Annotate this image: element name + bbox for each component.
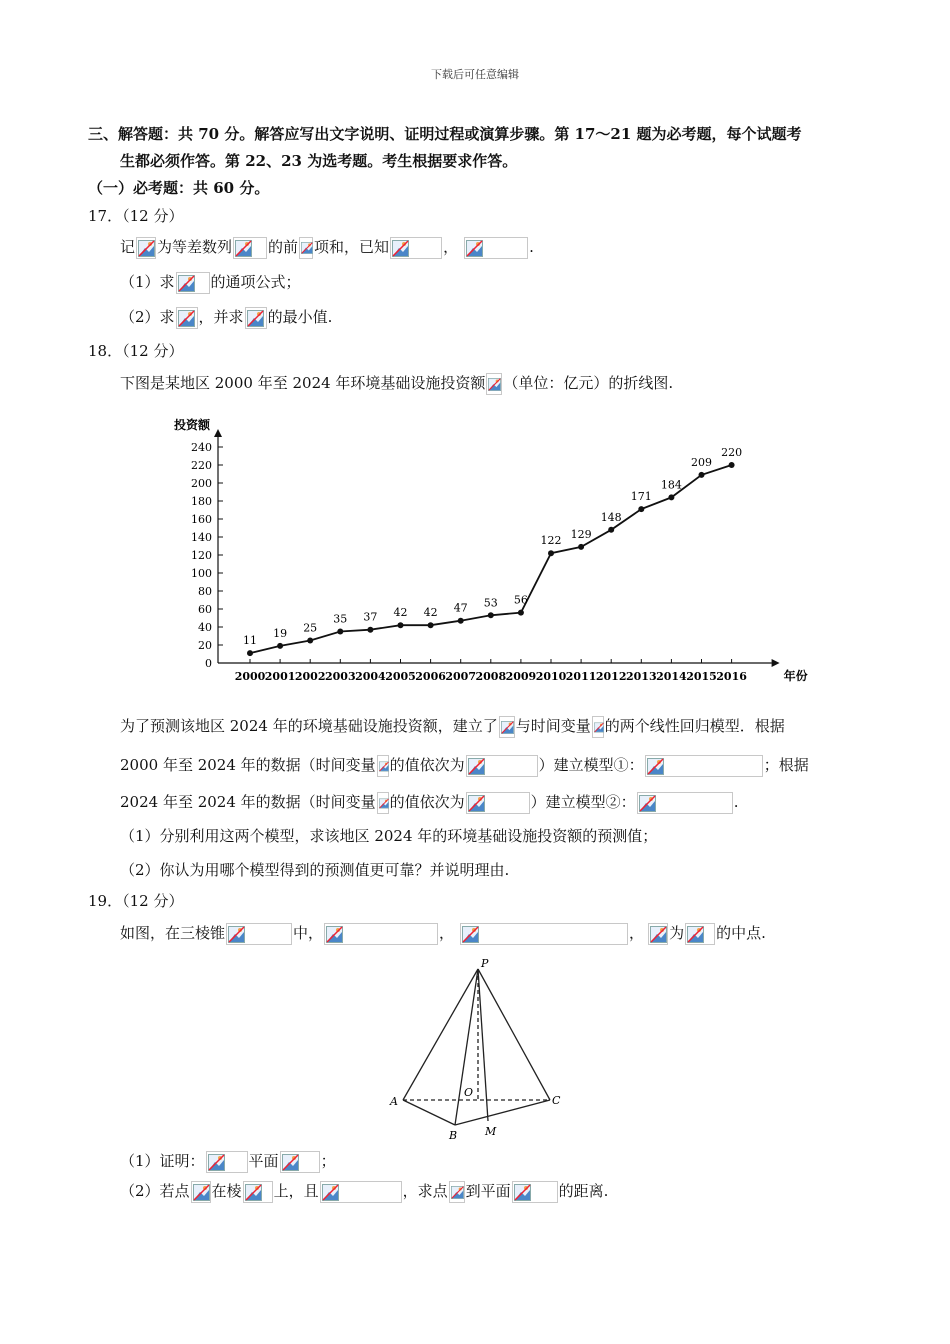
formula-image	[464, 237, 528, 259]
section-subtitle: （一）必考题：共 60 分。	[88, 179, 270, 197]
data-point	[307, 638, 313, 644]
x-axis-label: 年份	[783, 669, 808, 683]
x-tick-label: 2016	[716, 670, 747, 683]
y-tick-label: 100	[191, 567, 212, 580]
q19-text: 的中点.	[716, 924, 766, 942]
y-tick-label: 180	[191, 495, 212, 508]
y-axis-arrow	[214, 429, 222, 437]
x-tick-label: 2013	[625, 670, 657, 683]
data-label: 171	[630, 490, 652, 504]
broken-image-icon	[178, 275, 195, 292]
formula-image	[233, 237, 267, 259]
x-tick-label: 2001	[264, 670, 296, 683]
data-label: 56	[513, 593, 528, 607]
data-point	[367, 627, 373, 633]
pyramid-figure	[385, 955, 565, 1145]
x-tick-label: 2006	[415, 670, 446, 683]
q18-line1	[120, 715, 785, 738]
data-point	[337, 629, 343, 635]
data-label: 25	[303, 621, 318, 635]
y-tick-label: 0	[205, 657, 212, 670]
formula-image	[685, 923, 715, 945]
x-tick-label: 2015	[686, 670, 717, 683]
q17-text: ，	[443, 238, 459, 256]
broken-image-icon	[301, 242, 313, 254]
q19-text: 如图，在三棱锥	[120, 924, 226, 942]
formula-image	[390, 237, 442, 259]
formula-image	[512, 1181, 558, 1203]
q17-part2	[120, 306, 332, 329]
edge-PB	[455, 969, 478, 1125]
formula-image	[377, 792, 389, 814]
q17-text: 的最小值.	[267, 308, 333, 326]
x-tick-label: 2014	[656, 670, 687, 683]
formula-image	[191, 1181, 211, 1203]
formula-image	[460, 923, 628, 945]
broken-image-icon	[466, 240, 483, 257]
formula-image	[226, 923, 292, 945]
y-tick-label: 80	[198, 585, 212, 598]
q19-text: 中，	[293, 924, 324, 942]
q18-text: 的值依次为	[389, 756, 465, 774]
edge-BC	[455, 1100, 550, 1125]
broken-image-icon	[247, 310, 264, 327]
x-tick-label: 2000	[234, 670, 266, 683]
q18-text: 下图是某地区 2000 年至 2024 年环境基础设施投资额	[120, 374, 486, 392]
data-label: 42	[423, 606, 438, 620]
label-A: A	[390, 1095, 398, 1108]
formula-image	[324, 923, 438, 945]
broken-image-icon	[138, 240, 155, 257]
edge-PA	[403, 969, 478, 1100]
q18-part2: （2）你认为用哪个模型得到的预测值更可靠？并说明理由.	[120, 861, 510, 879]
label-M: M	[485, 1125, 497, 1138]
section-title-line1: 三、解答题：共 70 分。解答应写出文字说明、证明过程或演算步骤。第 17～21 题为必考题，每个试题考	[88, 125, 802, 143]
formula-image	[466, 792, 530, 814]
q17-text: （2）求	[120, 308, 175, 326]
x-tick-label: 2004	[355, 670, 386, 683]
broken-image-icon	[178, 310, 195, 327]
data-point	[608, 527, 614, 533]
formula-image	[243, 1181, 273, 1203]
y-tick-label: 200	[191, 477, 212, 490]
q19-number: 19．（12 分）	[88, 892, 184, 910]
q19-text: ，求点	[402, 1182, 448, 1200]
data-point	[578, 544, 584, 550]
q17-text: 的通项公式；	[210, 273, 301, 291]
broken-image-icon	[245, 1184, 262, 1201]
edge-PC	[478, 969, 550, 1100]
formula-image	[245, 307, 267, 329]
broken-image-icon	[462, 926, 479, 943]
data-point	[518, 610, 524, 616]
q19-text: 到平面	[465, 1182, 511, 1200]
data-label: 47	[453, 601, 468, 615]
q19-part1	[120, 1150, 336, 1173]
broken-image-icon	[501, 721, 514, 734]
q18-text: ）建立模型①：	[538, 756, 644, 774]
data-label: 184	[660, 478, 682, 492]
y-tick-label: 140	[191, 531, 212, 544]
broken-image-icon	[514, 1184, 531, 1201]
formula-image	[377, 755, 389, 777]
y-tick-label: 160	[191, 513, 212, 526]
q19-text: ，	[439, 924, 455, 942]
q17-number: 17．（12 分）	[88, 207, 184, 225]
broken-image-icon	[468, 795, 485, 812]
investment-line-chart	[168, 405, 808, 690]
q17-text: （1）求	[120, 273, 175, 291]
pyramid-svg	[385, 955, 565, 1145]
series-line	[250, 465, 732, 653]
data-label: 122	[540, 534, 562, 548]
q18-line3	[120, 791, 738, 814]
data-label: 35	[333, 612, 348, 626]
q19-part2	[120, 1180, 608, 1203]
data-point	[668, 494, 674, 500]
q18-text: 为了预测该地区 2024 年的环境基础设施投资额，建立了	[120, 717, 498, 735]
broken-image-icon	[193, 1184, 210, 1201]
q19-text: ；	[320, 1152, 336, 1170]
q19-text: （1）证明：	[120, 1152, 205, 1170]
y-tick-label: 240	[191, 441, 212, 454]
data-label: 209	[691, 455, 712, 469]
q18-text: 的两个线性回归模型．根据	[604, 717, 785, 735]
data-label: 129	[570, 527, 592, 541]
x-tick-label: 2005	[385, 670, 416, 683]
formula-image	[280, 1151, 320, 1173]
broken-image-icon	[379, 760, 389, 773]
q19-text: 平面	[248, 1152, 279, 1170]
x-tick-label: 2007	[445, 670, 477, 683]
q18-intro	[120, 372, 673, 395]
label-P: P	[481, 957, 489, 970]
broken-image-icon	[208, 1154, 225, 1171]
x-tick-label: 2002	[294, 670, 326, 683]
y-tick-label: 120	[191, 549, 212, 562]
x-tick-label: 2011	[565, 670, 597, 683]
data-label: 148	[600, 510, 622, 524]
q19-text: 为	[669, 924, 685, 942]
x-tick-label: 2009	[505, 670, 537, 683]
label-O: O	[464, 1086, 474, 1099]
q18-text: .	[733, 793, 739, 811]
q19-text: （2）若点	[120, 1182, 190, 1200]
data-label: 19	[273, 626, 288, 640]
formula-image	[499, 716, 515, 738]
data-point	[548, 550, 554, 556]
q18-number: 18．（12 分）	[88, 342, 184, 360]
q18-text: （单位：亿元）的折线图.	[503, 374, 674, 392]
broken-image-icon	[326, 926, 343, 943]
data-point	[428, 622, 434, 628]
q17-text: 的前	[268, 238, 299, 256]
q19-stem	[120, 922, 766, 945]
broken-image-icon	[594, 721, 604, 734]
q18-text: ；根据	[763, 756, 809, 774]
edge-AB	[403, 1100, 455, 1125]
broken-image-icon	[379, 797, 389, 810]
data-point	[488, 612, 494, 618]
q18-line2	[120, 754, 809, 777]
label-B: B	[449, 1129, 458, 1142]
formula-image	[486, 373, 502, 395]
q18-text: 2000 年至 2024 年的数据（时间变量	[120, 756, 376, 774]
formula-image	[449, 1181, 465, 1203]
q19-text: 的距离.	[558, 1182, 609, 1200]
data-point	[458, 618, 464, 624]
broken-image-icon	[228, 926, 245, 943]
y-axis-label: 投资额	[174, 418, 211, 432]
x-tick-label: 2008	[475, 670, 507, 683]
x-tick-label: 2012	[595, 670, 627, 683]
q19-text: 在棱	[211, 1182, 242, 1200]
broken-image-icon	[687, 926, 704, 943]
broken-image-icon	[488, 378, 501, 391]
data-label: 220	[721, 446, 743, 459]
q17-text: ，并求	[198, 308, 244, 326]
data-label: 53	[483, 596, 498, 610]
y-tick-label: 60	[198, 603, 212, 616]
page-header: 下载后可任意编辑	[431, 68, 519, 81]
broken-image-icon	[451, 1186, 464, 1199]
y-tick-label: 220	[191, 459, 212, 472]
q19-text: ，	[629, 924, 645, 942]
label-C: C	[552, 1094, 561, 1107]
formula-image	[176, 307, 198, 329]
formula-image	[299, 237, 313, 259]
data-label: 11	[243, 634, 257, 648]
broken-image-icon	[468, 758, 485, 775]
edge-PM	[478, 969, 488, 1121]
data-point	[638, 506, 644, 512]
y-tick-label: 40	[198, 621, 212, 634]
q19-text: 上，且	[273, 1182, 319, 1200]
data-point	[729, 462, 735, 468]
q17-text: 项和，已知	[314, 238, 390, 256]
broken-image-icon	[322, 1184, 339, 1201]
data-point	[277, 643, 283, 649]
q17-text: 记	[120, 238, 136, 256]
broken-image-icon	[392, 240, 409, 257]
data-label: 42	[393, 606, 408, 620]
q18-part1: （1）分别利用这两个模型，求该地区 2024 年的环境基础设施投资额的预测值；	[120, 827, 658, 845]
formula-image	[206, 1151, 248, 1173]
formula-image	[637, 792, 733, 814]
broken-image-icon	[282, 1154, 299, 1171]
data-point	[699, 472, 705, 478]
y-tick-label: 20	[198, 639, 212, 652]
formula-image	[645, 755, 763, 777]
q17-part1	[120, 271, 301, 294]
q18-text: 与时间变量	[515, 717, 591, 735]
broken-image-icon	[235, 240, 252, 257]
chart-svg	[168, 405, 808, 690]
q18-text: ）建立模型②：	[530, 793, 636, 811]
formula-image	[592, 716, 604, 738]
x-tick-label: 2003	[324, 670, 356, 683]
formula-image	[648, 923, 668, 945]
formula-image	[176, 272, 210, 294]
q17-text: 为等差数列	[157, 238, 233, 256]
x-axis-arrow	[772, 659, 780, 667]
section-title-line2: 生都必须作答。第 22、23 为选考题。考生根据要求作答。	[120, 152, 518, 170]
broken-image-icon	[639, 795, 656, 812]
q18-text: 2024 年至 2024 年的数据（时间变量	[120, 793, 376, 811]
broken-image-icon	[647, 758, 664, 775]
formula-image	[136, 237, 156, 259]
broken-image-icon	[650, 926, 667, 943]
q17-text: .	[529, 238, 534, 256]
data-label: 37	[363, 610, 378, 624]
x-tick-label: 2010	[535, 670, 567, 683]
formula-image	[320, 1181, 402, 1203]
formula-image	[466, 755, 538, 777]
q17-stem	[120, 236, 534, 259]
data-point	[247, 650, 253, 656]
data-point	[398, 622, 404, 628]
q18-text: 的值依次为	[389, 793, 465, 811]
